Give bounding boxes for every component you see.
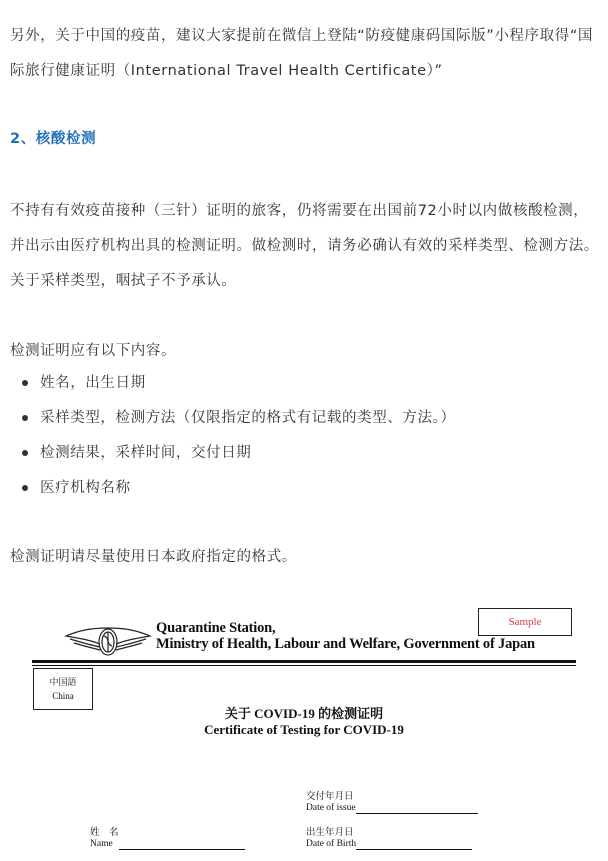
bullet-icon (22, 485, 28, 491)
header-rule-thin (32, 665, 576, 666)
bullet-icon (22, 380, 28, 386)
list-item: 姓名，出生日期 (10, 366, 456, 401)
requirements-list (10, 366, 456, 506)
header-rule (32, 660, 576, 663)
language-box: 中国語 China (33, 668, 93, 710)
intro-paragraph: 另外，关于中国的疫苗，建议大家提前在微信上登陆“防疫健康码国际版”小程序取得“国际旅行健康证明（International Travel Health Certificate）” (10, 28, 594, 79)
date-of-issue-line (356, 804, 478, 814)
date-of-birth-line (356, 840, 472, 850)
bullet-icon (22, 450, 28, 456)
station-name: Quarantine Station, Ministry of Health, Labour and Welfare, Government of Japan (156, 620, 535, 652)
format-note: 检测证明请尽量使用日本政府指定的格式。 (10, 549, 297, 565)
test-paragraph: 不持有有效疫苗接种（三针）证明的旅客，仍将需要在出国前72小时以内做核酸检测，并出示由医疗机构出具的检测证明。做检测时，请务必确认有效的采样类型、检测方法。关于采样类型，咽拭子不予承认。 (10, 203, 599, 289)
name-field: 姓 名 Name (90, 828, 245, 850)
name-line (119, 840, 245, 850)
quarantine-emblem-icon (62, 620, 154, 660)
section-heading: 2、核酸检测 (10, 131, 97, 147)
certificate-sample-image (0, 600, 608, 861)
bullet-icon (22, 415, 28, 421)
date-of-issue-field: 交付年月日 Date of issue (306, 792, 478, 814)
date-of-birth-field: 出生年月日 Date of Birth (306, 828, 472, 850)
certificate-title: 关于 COVID-19 的检测证明 Certificate of Testing for COVID-19 (204, 706, 404, 737)
list-intro: 检测证明应有以下内容。 (10, 343, 177, 359)
list-item: 采样类型，检测方法（仅限指定的格式有记载的类型、方法。） (10, 401, 456, 436)
sample-stamp: Sample (478, 608, 572, 636)
list-item: 检测结果，采样时间，交付日期 (10, 436, 456, 471)
list-item: 医疗机构名称 (10, 471, 456, 506)
